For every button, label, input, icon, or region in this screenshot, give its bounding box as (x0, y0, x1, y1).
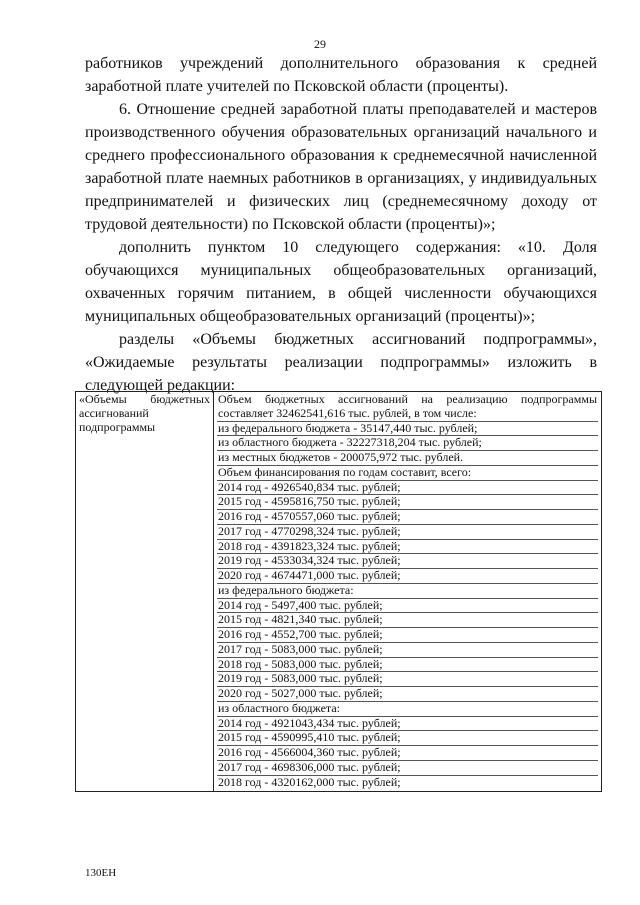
table-line: из федерального бюджета: (217, 584, 598, 599)
table-line: 2020 год - 5027,000 тыс. рублей; (217, 687, 598, 702)
table-line: 2016 год - 4552,700 тыс. рублей; (217, 628, 598, 643)
table-line: 2017 год - 4770298,324 тыс. рублей; (217, 525, 598, 540)
table-line: 2018 год - 5083,000 тыс. рублей; (217, 658, 598, 673)
table-line: из областного бюджета - 32227318,204 тыс. рублей; (217, 436, 598, 451)
table-line: из федерального бюджета - 35147,440 тыс. рублей; (217, 422, 598, 437)
table-line: 2019 год - 5083,000 тыс. рублей; (217, 672, 598, 687)
table-line: 2015 год - 4821,340 тыс. рублей; (217, 613, 598, 628)
table-line: 2020 год - 4674471,000 тыс. рублей; (217, 569, 598, 584)
table-line: 2014 год - 4921043,434 тыс. рублей; (217, 717, 598, 732)
table-line: 2014 год - 5497,400 тыс. рублей; (217, 599, 598, 614)
table-line: 2016 год - 4566004,360 тыс. рублей; (217, 746, 598, 761)
paragraph: дополнить пунктом 10 следующего содержания: «10. Доля обучающихся муниципальных общеобразовательных организаций, охваченных горячим питанием, в общей численности обучающихся муниципальных общеобразовательных организаций (проценты)»; (85, 239, 597, 325)
table-line: 2014 год - 4926540,834 тыс. рублей; (217, 481, 598, 496)
table-line: 2017 год - 5083,000 тыс. рублей; (217, 643, 598, 658)
table-line: 2018 год - 4391823,324 тыс. рублей; (217, 540, 598, 555)
table-line: Объем бюджетных ассигнований на реализацию подпрограммы составляет 32462541,616 тыс. рублей, в том числе: (218, 392, 597, 420)
paragraph: разделы «Объемы бюджетных ассигнований подпрограммы», «Ожидаемые результаты реализации подпрограммы» изложить в следующей редакции: (85, 331, 597, 394)
paragraph: 6. Отношение средней заработной платы преподавателей и мастеров производственного обучения образовательных организаций начального и среднего профессионального образования к среднемесячной начисленной заработной плате наемных работников в организациях, у индивидуальных предпринимателей и физических лиц (среднемесячному доходу от трудовой деятельности) по Псковской области (проценты)»; (85, 101, 597, 233)
table-line: Объем финансирования по годам составит, всего: (217, 466, 598, 481)
table-line: 2017 год - 4698306,000 тыс. рублей; (217, 761, 598, 776)
footer-code: 130ЕН (85, 867, 117, 879)
table-line: 2016 год - 4570557,060 тыс. рублей; (217, 510, 598, 525)
budget-table (75, 391, 602, 792)
body-text (85, 52, 597, 397)
table-content-cell (214, 392, 602, 792)
table-line: из областного бюджета: (217, 702, 598, 717)
paragraph: работников учреждений дополнительного образования к средней заработной плате учителей по Псковской области (проценты). (85, 55, 597, 95)
table-line: 2019 год - 4533034,324 тыс. рублей; (217, 554, 598, 569)
table-row (76, 392, 602, 792)
table-label-cell: «Объемы бюджетных ассигнований подпрограммы (76, 392, 214, 792)
table-line: 2015 год - 4590995,410 тыс. рублей; (217, 731, 598, 746)
page-number: 29 (314, 37, 326, 51)
table-line: из местных бюджетов - 200075,972 тыс. рублей. (217, 451, 598, 466)
table-line: 2015 год - 4595816,750 тыс. рублей; (217, 495, 598, 510)
table-line: 2018 год - 4320162,000 тыс. рублей; (218, 774, 401, 789)
